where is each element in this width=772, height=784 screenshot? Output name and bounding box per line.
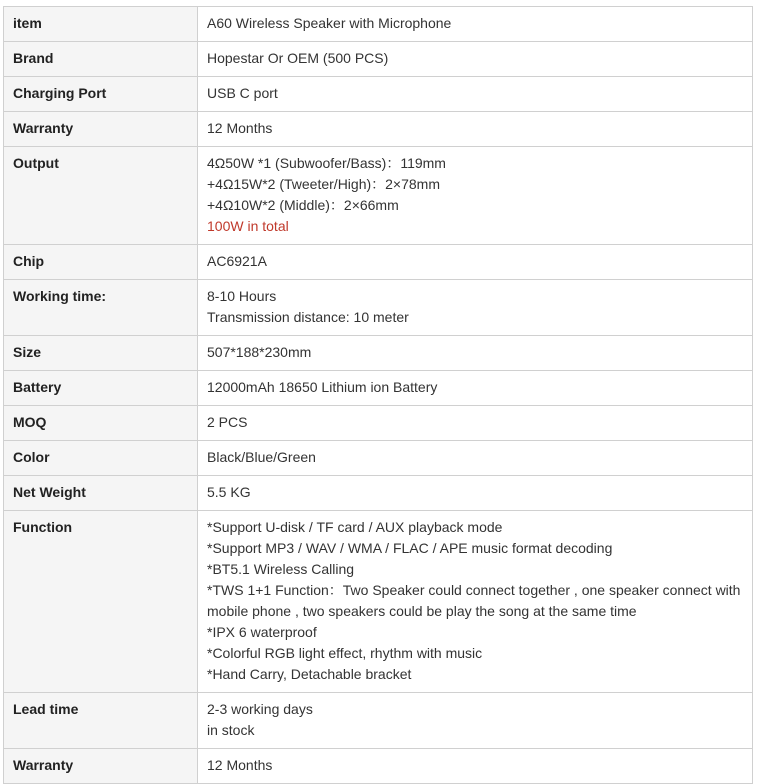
table-row bbox=[4, 406, 753, 441]
spec-value-line: Hopestar Or OEM (500 PCS) bbox=[207, 50, 389, 66]
spec-value-line: *Support U-disk / TF card / AUX playback mode bbox=[207, 519, 503, 535]
spec-key: Function bbox=[4, 511, 198, 693]
spec-value-line: 2 PCS bbox=[207, 414, 248, 430]
spec-value-line: 4Ω50W *1 (Subwoofer/Bass)：119mm bbox=[207, 155, 446, 171]
spec-value-line: 507*188*230mm bbox=[207, 344, 312, 360]
table-row bbox=[4, 371, 753, 406]
spec-table-body bbox=[4, 7, 753, 784]
spec-key: Battery bbox=[4, 371, 198, 406]
spec-value bbox=[198, 371, 753, 406]
spec-key: Charging Port bbox=[4, 77, 198, 112]
spec-value bbox=[198, 336, 753, 371]
table-row bbox=[4, 7, 753, 42]
spec-key: Chip bbox=[4, 245, 198, 280]
table-row bbox=[4, 511, 753, 693]
spec-value bbox=[198, 406, 753, 441]
spec-key: Brand bbox=[4, 42, 198, 77]
spec-value-line: *TWS 1+1 Function：Two Speaker could connect together , one speaker connect with mobile phone , two speakers could be play the song at the same time bbox=[207, 582, 741, 619]
spec-key: Working time: bbox=[4, 280, 198, 336]
table-row bbox=[4, 336, 753, 371]
table-row bbox=[4, 693, 753, 749]
spec-value-line: AC6921A bbox=[207, 253, 267, 269]
spec-value bbox=[198, 42, 753, 77]
spec-value bbox=[198, 749, 753, 784]
spec-value-line: Transmission distance: 10 meter bbox=[207, 309, 409, 325]
spec-value-line: +4Ω15W*2 (Tweeter/High)：2×78mm bbox=[207, 176, 441, 192]
spec-value bbox=[198, 511, 753, 693]
spec-value-line: in stock bbox=[207, 722, 255, 738]
spec-value-line: USB C port bbox=[207, 85, 278, 101]
spec-value bbox=[198, 441, 753, 476]
spec-key: Net Weight bbox=[4, 476, 198, 511]
spec-key: Color bbox=[4, 441, 198, 476]
product-spec-table bbox=[3, 6, 753, 784]
spec-value-line: 8-10 Hours bbox=[207, 288, 277, 304]
spec-value-line: *BT5.1 Wireless Calling bbox=[207, 561, 355, 577]
spec-key: Warranty bbox=[4, 112, 198, 147]
spec-value-line: *Support MP3 / WAV / WMA / FLAC / APE music format decoding bbox=[207, 540, 613, 556]
spec-value bbox=[198, 147, 753, 245]
total-power-highlight: 100W in total bbox=[207, 218, 289, 234]
spec-value-line: 12000mAh 18650 Lithium ion Battery bbox=[207, 379, 438, 395]
table-row bbox=[4, 112, 753, 147]
spec-key: item bbox=[4, 7, 198, 42]
table-row bbox=[4, 42, 753, 77]
table-row bbox=[4, 476, 753, 511]
spec-key: MOQ bbox=[4, 406, 198, 441]
spec-value-line: *Colorful RGB light effect, rhythm with music bbox=[207, 645, 483, 661]
table-row bbox=[4, 441, 753, 476]
spec-value-line: *IPX 6 waterproof bbox=[207, 624, 317, 640]
spec-value-line: 5.5 KG bbox=[207, 484, 251, 500]
table-row bbox=[4, 245, 753, 280]
spec-value bbox=[198, 476, 753, 511]
spec-value-line: Black/Blue/Green bbox=[207, 449, 316, 465]
spec-value-line: 12 Months bbox=[207, 120, 273, 136]
spec-value bbox=[198, 245, 753, 280]
spec-value-line: 2-3 working days bbox=[207, 701, 313, 717]
spec-value bbox=[198, 7, 753, 42]
spec-key: Output bbox=[4, 147, 198, 245]
table-row bbox=[4, 77, 753, 112]
spec-value-line: *Hand Carry, Detachable bracket bbox=[207, 666, 412, 682]
spec-key: Size bbox=[4, 336, 198, 371]
table-row bbox=[4, 280, 753, 336]
table-row bbox=[4, 749, 753, 784]
spec-value-line: 12 Months bbox=[207, 757, 273, 773]
spec-value bbox=[198, 112, 753, 147]
table-row bbox=[4, 147, 753, 245]
spec-key: Lead time bbox=[4, 693, 198, 749]
spec-key: Warranty bbox=[4, 749, 198, 784]
spec-value bbox=[198, 77, 753, 112]
spec-value-line: A60 Wireless Speaker with Microphone bbox=[207, 15, 452, 31]
spec-value-line: +4Ω10W*2 (Middle)：2×66mm bbox=[207, 197, 399, 213]
spec-value bbox=[198, 280, 753, 336]
spec-value bbox=[198, 693, 753, 749]
